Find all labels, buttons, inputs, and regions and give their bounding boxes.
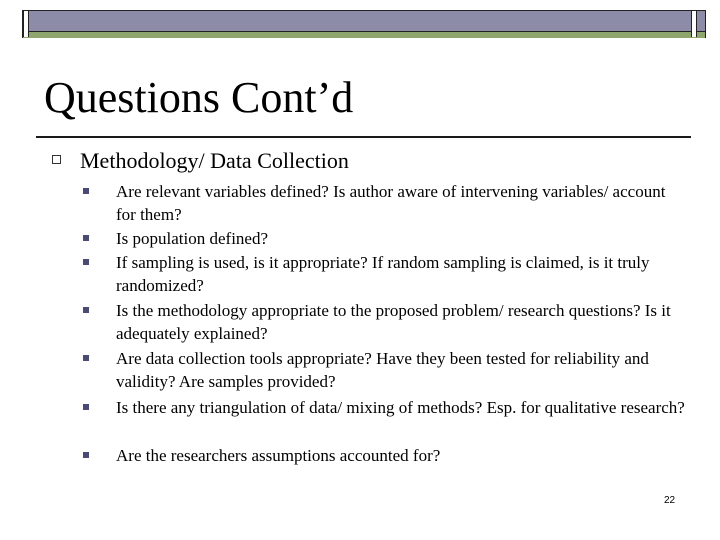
sub-bullet-text: Are the researchers assumptions accounted for? (116, 446, 441, 465)
header-bar-right-post (691, 11, 697, 37)
sub-bullet-text: Is the methodology appropriate to the proposed problem/ research questions? Is it adequately explained? (116, 301, 671, 343)
filled-square-bullet-icon (83, 259, 89, 265)
header-band-green (23, 31, 705, 38)
title-divider (36, 136, 691, 138)
header-bar-left-post (23, 11, 29, 37)
filled-square-bullet-icon (83, 235, 89, 241)
header-band-grey (23, 11, 705, 31)
filled-square-bullet-icon (83, 355, 89, 361)
filled-square-bullet-icon (83, 404, 89, 410)
filled-square-bullet-icon (83, 452, 89, 458)
sub-bullet-text: Is population defined? (116, 229, 269, 248)
sub-bullet-text: Is there any triangulation of data/ mixing of methods? Esp. for qualitative research? (116, 398, 685, 417)
filled-square-bullet-icon (83, 188, 89, 194)
page-number: 22 (664, 495, 676, 506)
sub-bullet-text: Are data collection tools appropriate? Have they been tested for reliability and validity? Are samples provided? (116, 349, 649, 391)
hollow-square-bullet-icon (52, 155, 61, 164)
slide-title: Questions Cont’d (44, 73, 354, 122)
sub-bullet-text: If sampling is used, is it appropriate? If random sampling is claimed, is it truly randomized? (116, 253, 650, 295)
decorative-header-bar (22, 10, 706, 38)
filled-square-bullet-icon (83, 307, 89, 313)
level1-text: Methodology/ Data Collection (80, 148, 349, 173)
sub-bullet-text: Are relevant variables defined? Is author aware of intervening variables/ account for them? (116, 182, 666, 224)
